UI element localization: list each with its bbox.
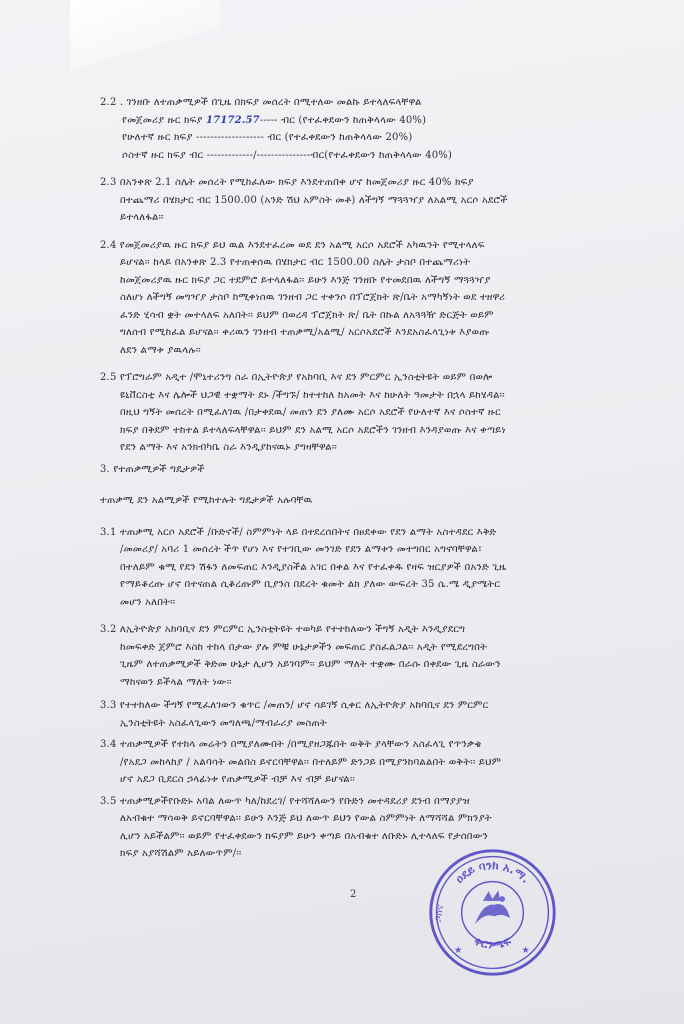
- first-payment-label: የመጀመሪያ ዙር ክፍያ: [122, 114, 203, 126]
- paragraph-line: ክፍያ በቅደም ተከተል ይተላለፍላቸዋል፡፡ ይህም ደን አልሚ አርሶ አደሮችን ገንዘብ እንዳያወጡ እና ቀጣይነ: [120, 424, 506, 436]
- paragraph-line: በዚህ ግኝት መሰረት በሚፈለገዉ /በታቀደዉ/ መጠን ደን ያለሙ አርሶ አደሮች የሁለተኛ እና ሶስተኛ ዙር: [120, 407, 501, 418]
- paragraph-line: በተለይም ቁሚ የደን ሽፋን ለመፍጠር እንዲያስችል አገር በቀል እና የተፈቀዱ የዛፍ ዝርያዎች በአንድ ጊዜ: [120, 561, 507, 573]
- section-3-3: [100, 697, 648, 732]
- paragraph-line: ኢንስቲትዩት አስፈላጊውን መግለጫ/ማብራሪያ መስጠት: [120, 717, 327, 729]
- section-3-1: [100, 524, 648, 612]
- document-body: [100, 94, 648, 863]
- handwritten-amount: 17172.57: [206, 114, 260, 126]
- paragraph-line: ስለሆነ ለችግኝ መግዣያ ታስቦ ከሚቀነሰዉ ገንዘብ ጋር ተቀንሶ በፕሮጀክት ጽ/ቤት አማካኝነት ወደ ተዘዋሪ: [120, 292, 506, 303]
- paragraph-line: 3.3 የተተከለው ችግኝ የሚፈለገውን ቁጥር /መጠን/ ሆኖ ሳይገኝ ሲቀር ለኢትዮጵያ አከባቢና ደን ምርምር: [100, 700, 489, 711]
- paragraph-line: የደን ልማት እና አንክብካቤ ስራ እንዲያከናዉኑ ያግዛቸዋል፡፡: [120, 442, 337, 453]
- first-payment-rest: ----- ብር (የተፈቀደውን ከጠቅላላው 40%): [259, 114, 427, 126]
- paragraph-line: ማከናወን ይችላል ማለት ነው፡፡: [120, 676, 232, 688]
- paragraph-line: መሆን አለበት፡፡: [120, 596, 176, 608]
- section-2-5: [100, 369, 648, 457]
- stamp-text-top: ዐደይ ባንክ አ.ማ.: [452, 858, 533, 886]
- svg-text:ቀርንጫፍ: [472, 933, 513, 951]
- paragraph-line: ዩኒቨርስቲ እና ሌሎች ህጋዊ ተቋማት ደኑ /ችግኙ/ ከተተከለ ከአመት እና ከሁለት ዓመታት በኋላ ይከሄዳል፡፡: [120, 389, 505, 401]
- paragraph-line: ለአብቁተ ማሳወቅ ይኖርባቸዋል፡፡ ይሁን እንጅ ይህ ለውጥ ይህን የውል ስምምነት ለማሻሻል ምክንያት: [120, 813, 492, 824]
- section-3-4: [100, 736, 648, 789]
- folded-corner: [70, 0, 220, 70]
- paragraph-line: ሆኖ አደጋ ቢደርስ ኃላፊነቱ የጠቃሚዎች ብቻ እና ብቻ ይሆናል፡፡: [120, 774, 355, 785]
- section-2-3: [100, 174, 648, 227]
- section-3-intro: ተጠቃሚ ደን አልሚዎች የሚከተሉት ግዴታዎች አሉባቸዉ: [100, 495, 313, 506]
- paragraph-line: ከመጀመሪያዉ ዙር ክፍያ ጋር ተደምሮ ይተላለፋል፡፡ ይሁን እንጅ ገንዘቡ የተመደበዉ ለችግኝ ማጓጓዣያ: [120, 274, 491, 286]
- paragraph-line: ይሆናል፡፡ ከላይ በአንቀጽ 2.3 የተጠቀሰዉ በሄክታር ብር 1500.00 ስሌት ታስቦ በተጨማሪነት: [120, 257, 471, 268]
- paragraph-line: 2.5 የፕሮግራም አዲተ /ሞኒተሪንግ ስራ በኢትዮጵያ የአከባቢ እና ደን ምርምር ኢንስቲትዩት ወይም በወሎ: [100, 372, 493, 383]
- paragraph-line: 2.3 በአንቀጽ 2.1 ስሌት መሰረት የሚከፈለው ክፍያ እንደተጠበቀ ሆኖ ከመጀመሪያ ዙር 40% ክፍያ: [100, 177, 474, 188]
- section-3-2: [100, 621, 648, 691]
- paragraph-line: በተጨማሪ በሄክታር ብር 1500.00 (አንድ ሽህ አምስት መቶ) ለችግኝ ማጓጓዣያ ለአልሚ አርሶ አደሮች: [120, 194, 508, 206]
- paragraph-line: ጊዜም ለተጠቃሚዎች ቅድመ ሁኔታ ሊሆን አይገባም፡፡ ይህም ማለት ተቋሙ በራሱ በቀደው ጊዜ ስራውን: [120, 659, 501, 670]
- paragraph-line: የማይቆረጡ ሆኖ በተናጠል ሲቆረጡም ቢያንስ በደረት ቁመት ልክ ያለው ውፍረት 35 ሴ.ሜ ዲያሜትር: [120, 579, 501, 590]
- page-number: 2: [350, 889, 357, 900]
- section-3-5: [100, 793, 648, 863]
- paragraph-line: /የአደጋ መከላከያ / አልባሳት መልበስ ይኖርባቸዋል፡፡ በተለይም ድንጋይ በሚያንከባልልበት ወቅት፡፡ ይህም: [120, 756, 502, 768]
- paragraph-line: ክፍያ አያሻሽልም አይለውጥም/፡፡: [120, 848, 242, 859]
- section-2-4: [100, 237, 648, 360]
- paragraph-line: 3.4 ተጠቃሚዎች የተከላ መሬትን በሚያለሙበት /በሚያዘጋጁበት ወቅት ያላቸውን አስፈላጊ የጥንቃቄ: [100, 739, 482, 750]
- stamp-star-icon: ★: [453, 945, 463, 956]
- paragraph-line: 3.5 ተጠቃሚዎችየቡድኑ አባል ለውጥ ካለ/ከደረገ/ የተሻሻለውን የቡድን መተዳደሪያ ደንብ በማያያዝ: [100, 795, 470, 807]
- stamp-emblem: [475, 890, 510, 924]
- paragraph-line: 2.4 የመጀመሪያዉ ዙር ክፍያ ይህ ዉል እንደተፈረመ ወደ ደን አልሚ አርሶ አደሮች አካዉንት የሚተላለፍ: [100, 239, 485, 251]
- stamp-star-icon: ★: [521, 945, 531, 956]
- first-payment-line: [100, 112, 648, 130]
- paragraph-line: ሊሆን አይችልም፡፡ ወይም የተፈቀደውን ክፍያም ይሁን ቀጣይ በአብቁተ ለቡድኑ ሊተላለፍ የታሰበውን: [120, 830, 488, 842]
- section-2-2-heading: 2.2 . ገንዘቡ ለተጠቃሚዎች በጊዜ በክፍያ መሰረት በሚተለው መልኩ ይተላለፍላቸዋል: [100, 97, 422, 108]
- paragraph-line: ለደን ልማቱ ያዉላሉ፡፡: [120, 344, 201, 356]
- paragraph-line: 3.1 ተጠቃሚ አርሶ አደሮች /ቡድኖች/ ስምምነት ላይ በተደረሰበትና በፀደቀው የደን ልማት አስተዳደር እቅድ: [100, 526, 497, 538]
- bank-stamp: [425, 845, 560, 980]
- paragraph-line: 3.2 ለኢትዮጵያ አከባቢና ደን ምርምር ኢንስቲትዩት ተወካይ የተተከለውን ችግኝ አዲት እንዲያደርግ: [100, 624, 466, 635]
- stamp-text-left: ጋሸና: [432, 903, 447, 923]
- paragraph-line: ግለሰብ የሚከፈል ይሆናል፡፡ ቀሪዉን ገንዘብ ተጠቃሚ/አልሚ/ አርሶአደሮች እንደአስፈላጊነቱ እያወጡ: [120, 327, 490, 338]
- second-payment-line: የሁለተኛ ዙር ክፍያ ------------------- ብር (የተፈቀደውን ከጠቅላላው 20%): [122, 132, 413, 143]
- third-payment-line: ሶስተኛ ዙር ክፍያ ብር -------------/---------------ብር(የተፈቀደውን ከጠቅላላው 40%): [122, 149, 453, 161]
- paragraph-line: ከመፍቀድ ጀምሮ እስከ ተከላ በታው ያሉ ምቹ ሁኔታዎችን መፍጠር ያስፈልጋል፡፡ አዲት የሚደረግበት: [120, 641, 488, 653]
- paragraph-line: ፈንድ ሂሳብ ቋት መተላለፍ አለበት፡፡ ይህም በወረዳ ፕሮጀክት ጽ/ ቤት በኩል ለአጓጓዥ ድርጅት ወይም: [120, 309, 494, 321]
- paragraph-line: /መመሪያ/ አባሪ 1 መሰረት ችጥ የሆነ እና የተገቢው መንገድ የደን ልማቱን መተግበር አግኖባቸዋል፣: [120, 544, 483, 555]
- stamp-text-bottom: ቀርንጫፍ: [472, 933, 513, 952]
- section-3-heading: 3. የተጠቃሚዎች ግዴታዎች: [100, 463, 205, 475]
- paragraph-line: ይተላለፋል፡፡: [120, 212, 164, 223]
